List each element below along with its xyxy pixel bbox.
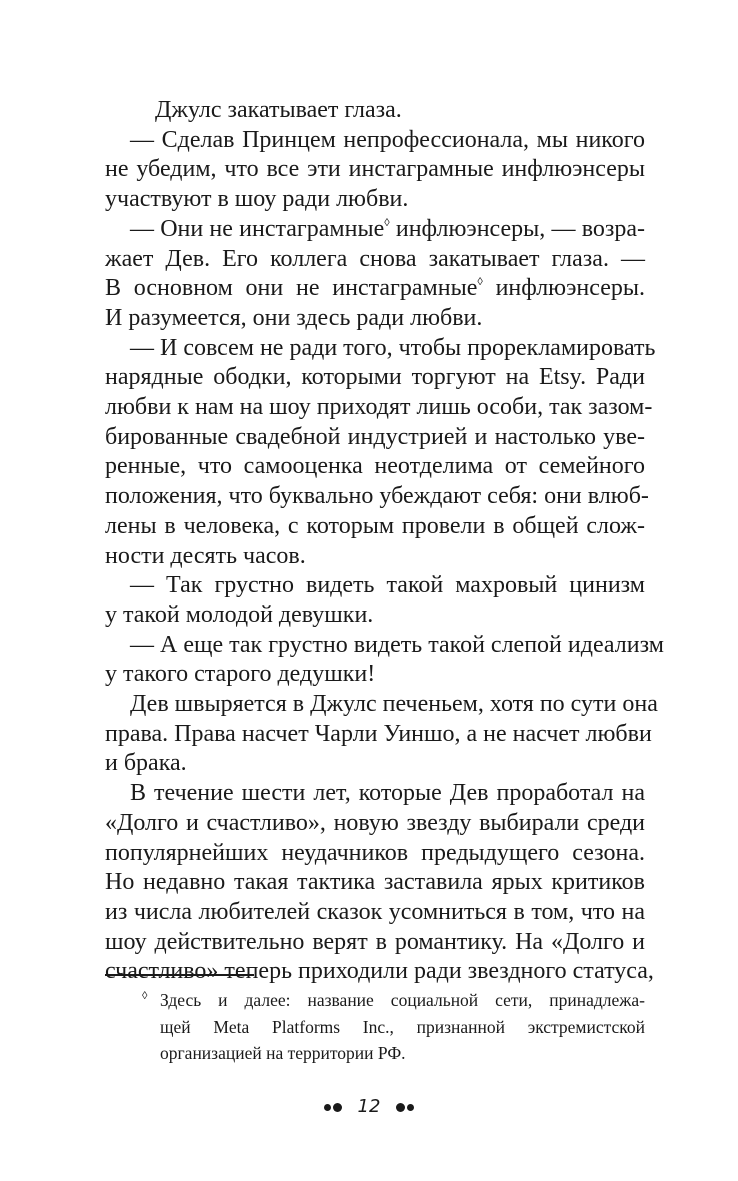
text-line: у такой молодой девушки. (105, 601, 374, 628)
footnote-mark: ◊ (142, 990, 148, 1002)
text-line: права. Права насчет Чарли Уиншо, а не насчет любви (105, 720, 652, 747)
text-line: ренные, что самооценка неотделима от семейного (105, 453, 645, 480)
footnote-line: щей Meta Platforms Inc., признанной экстремистской (160, 1016, 645, 1037)
text-line: И разумеется, они здесь ради любви. (105, 304, 483, 331)
paragraph (105, 215, 645, 334)
text-line: жает Дев. Его коллега снова закатывает глаза. — (105, 245, 645, 272)
paragraph (105, 779, 654, 987)
text-line: — И совсем не ради того, чтобы прорекламировать (130, 334, 656, 361)
text-line: В течение шести лет, которые Дев проработал на (130, 780, 645, 807)
text-line: бированные свадебной индустрией и настолько уве- (105, 423, 645, 450)
paragraph (105, 690, 658, 779)
footnote-mark: ◊ (384, 216, 390, 229)
footnote-line: Здесь и далее: название социальной сети, принадлежа- (160, 990, 645, 1010)
text-line: Но недавно такая тактика заставила ярых критиков (105, 869, 645, 896)
text-line: «Долго и счастливо», новую звезду выбирали среди (105, 809, 645, 836)
text-line: участвуют в шоу ради любви. (105, 186, 409, 213)
footnote (130, 987, 645, 1067)
text-line: — Так грустно видеть такой махровый цинизм (130, 572, 645, 599)
paragraph (105, 334, 656, 572)
main-text (105, 96, 664, 987)
page-footer (0, 1091, 738, 1122)
text-line: положения, что буквально убеждают себя: они влюб- (105, 483, 649, 510)
ornament-dot (324, 1104, 331, 1111)
text-line: Дев швыряется в Джулс печеньем, хотя по сути она (130, 691, 658, 718)
text-line: — Сделав Принцем непрофессионала, мы никого (130, 126, 645, 153)
text-line: лены в человека, с которым провели в общей слож- (105, 512, 645, 539)
text-line: и брака. (105, 750, 187, 777)
text-line: из числа любителей сказок усомниться в том, что на (105, 898, 645, 925)
paragraph (105, 96, 645, 126)
footnote-mark: ◊ (477, 276, 483, 289)
paragraph (105, 126, 645, 215)
text-line: любви к нам на шоу приходят лишь особи, так зазом- (105, 394, 653, 421)
text-line: не убедим, что все эти инстаграмные инфлюэнсеры (105, 156, 645, 183)
footnote-divider (105, 974, 254, 976)
text-line: шоу действительно верят в романтику. На «Долго и (105, 928, 645, 955)
page-number: 12 (357, 1096, 381, 1118)
text-line: Джулс закатывает глаза. (155, 97, 402, 123)
text-line: счастливо» теперь приходили ради звездного статуса, (105, 958, 654, 985)
text-line: — Они не инстаграмные◊ инфлюэнсеры, — возра- (130, 215, 645, 242)
footnote-line: организацией на территории РФ. (160, 1043, 406, 1063)
ornament-dot (407, 1104, 414, 1111)
text-line: нарядные ободки, которыми торгуют на Etsy. Ради (105, 364, 645, 391)
text-line: популярнейших неудачников предыдущего сезона. (105, 839, 645, 866)
paragraph (105, 571, 645, 630)
text-line: В основном они не инстаграмные◊ инфлюэнсеры. (105, 275, 645, 302)
ornament-dot (333, 1103, 342, 1112)
text-line: — А еще так грустно видеть такой слепой идеализм (130, 631, 664, 658)
ornament-dot (396, 1103, 405, 1112)
paragraph (105, 631, 664, 690)
text-line: ности десять часов. (105, 542, 306, 569)
text-line: у такого старого дедушки! (105, 661, 376, 688)
